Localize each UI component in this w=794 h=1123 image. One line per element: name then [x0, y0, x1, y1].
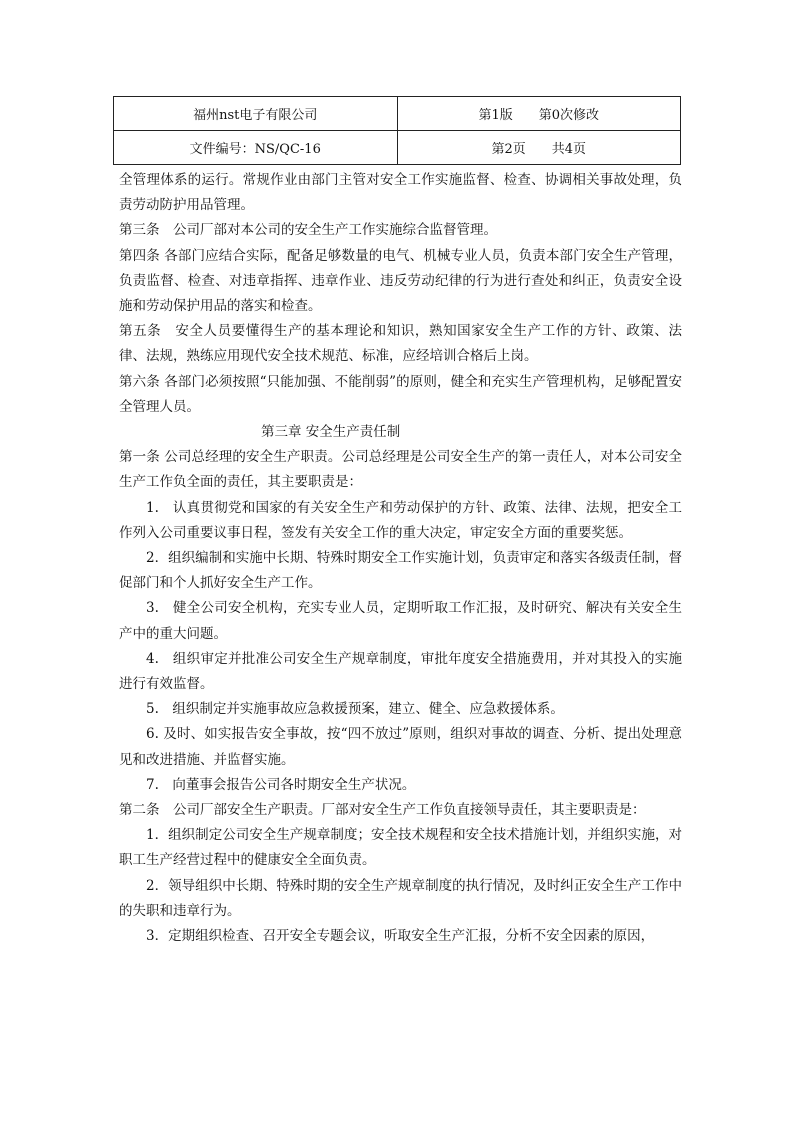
- paragraph: 第三条 公司厂部对本公司的安全生产工作实施综合监督管理。: [119, 222, 497, 239]
- paragraph: 6. 及时、如实报告安全事故，按“四不放过”原则，组织对事故的调查、分析、提出处理意见和改进措施、并监督实施。: [119, 726, 682, 768]
- paragraph: 第一条 公司总经理的安全生产职责。公司总经理是公司安全生产的第一责任人，对本公司安全生产工作负全面的责任，其主要职责是：: [119, 449, 682, 491]
- paragraph: 2．领导组织中长期、特殊时期的安全生产规章制度的执行情况，及时纠正安全生产工作中的失职和违章行为。: [119, 877, 682, 919]
- document-header-table: [113, 96, 681, 165]
- paragraph: 7. 向董事会报告公司各时期安全生产状况。: [146, 776, 416, 793]
- edition: 第1版: [478, 108, 513, 123]
- header-row-1: [114, 97, 681, 131]
- page-number: 第2页: [491, 142, 526, 157]
- paragraph: 第五条 安全人员要懂得生产的基本理论和知识，熟知国家安全生产工作的方针、政策、法律、法规，熟练应用现代安全技术规范、标准，应经培训合格后上岗。: [119, 323, 682, 365]
- company-name: 福州nst电子有限公司: [193, 108, 318, 123]
- paragraph: 1. 认真贯彻党和国家的有关安全生产和劳动保护的方针、政策、法律、法规，把安全工作列入公司重要议事日程，签发有关安全工作的重大决定，审定安全方面的重要奖惩。: [119, 499, 682, 541]
- paragraph: 第六条 各部门必须按照“只能加强、不能削弱”的原则，健全和充实生产管理机构，足够配置安全管理人员。: [119, 373, 682, 415]
- paragraph: 全管理体系的运行。常规作业由部门主管对安全工作实施监督、检查、协调相关事故处理，负责劳动防护用品管理。: [119, 172, 682, 214]
- version-cell: [397, 97, 681, 131]
- page-total: 共4页: [551, 142, 587, 157]
- paragraph: 3．定期组织检查、召开安全专题会议，听取安全生产汇报，分析不安全因素的原因，: [146, 928, 655, 945]
- chapter-heading: 第三章 安全生产责任制: [261, 424, 401, 441]
- page-cell: [397, 131, 681, 165]
- document-body: [119, 168, 682, 949]
- doc-number-cell: [114, 131, 398, 165]
- doc-number: 文件编号：NS/QC-16: [189, 142, 321, 157]
- header-row-2: [114, 131, 681, 165]
- revision: 第0次修改: [538, 108, 600, 123]
- paragraph: 4. 组织审定并批准公司安全生产规章制度，审批年度安全措施费用，并对其投入的实施进行有效监督。: [119, 650, 682, 693]
- paragraph: 3. 健全公司安全机构，充实专业人员，定期听取工作汇报，及时研究、解决有关安全生产中的重大问题。: [119, 600, 682, 642]
- paragraph: 5. 组织制定并实施事故应急救援预案，建立、健全、应急救援体系。: [146, 701, 564, 718]
- paragraph: 1．组织制定公司安全生产规章制度；安全技术规程和安全技术措施计划，并组织实施，对职工生产经营过程中的健康安全全面负责。: [119, 827, 682, 869]
- paragraph: 2．组织编制和实施中长期、特殊时期安全工作实施计划，负责审定和落实各级责任制，督促部门和个人抓好安全生产工作。: [119, 550, 682, 592]
- company-name-cell: [114, 97, 398, 131]
- paragraph: 第二条 公司厂部安全生产职责。厂部对安全生产工作负直接领导责任，其主要职责是：: [119, 802, 646, 819]
- paragraph: 第四条 各部门应结合实际，配备足够数量的电气、机械专业人员，负责本部门安全生产管理，负责监督、检查、对违章指挥、违章作业、违反劳动纪律的行为进行查处和纠正，负责安全设施和劳动保护用品的落实和检查。: [119, 247, 682, 315]
